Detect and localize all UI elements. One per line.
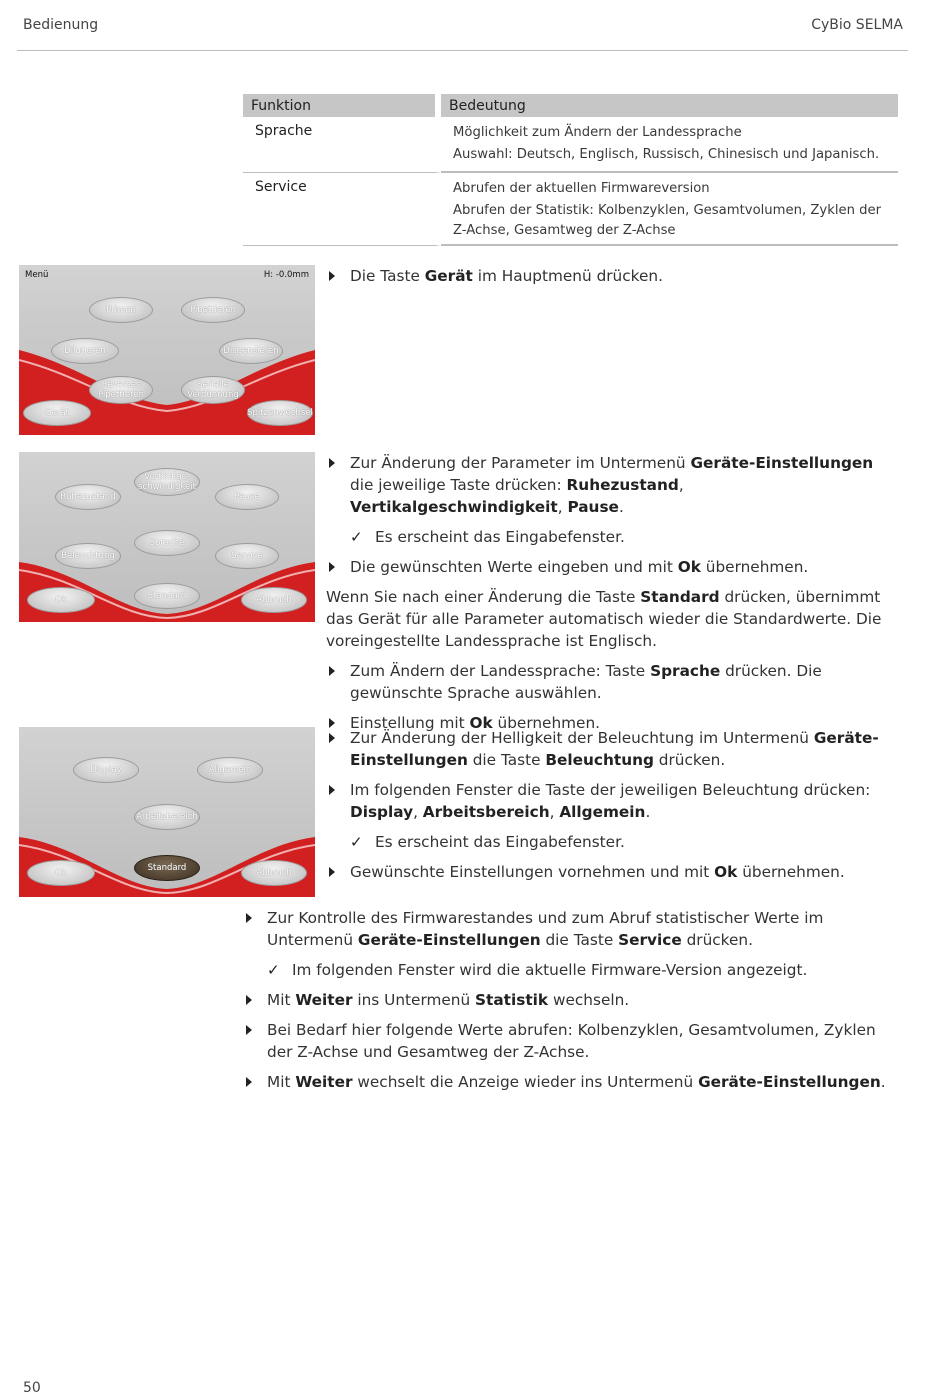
triangle-right-icon xyxy=(329,785,335,795)
standard-label: Standard xyxy=(147,863,187,873)
table-cell-meaning xyxy=(441,117,898,173)
function-table xyxy=(243,94,898,246)
ok-label: Ok xyxy=(55,595,67,605)
ok-label: Ok xyxy=(55,868,67,878)
abbruch-button[interactable] xyxy=(241,860,307,886)
triangle-right-icon xyxy=(246,1077,252,1087)
triangle-right-icon xyxy=(329,562,335,572)
height-readout: H: -0.0mm xyxy=(263,270,309,280)
triangle-right-icon xyxy=(246,1025,252,1035)
triangle-right-icon xyxy=(246,995,252,1005)
table-row xyxy=(243,173,898,246)
table-header-row xyxy=(243,94,898,117)
geraet-button[interactable] xyxy=(23,400,91,426)
allgemein-button[interactable] xyxy=(197,757,263,783)
spitzenwechsel-button[interactable] xyxy=(247,400,313,426)
instruction-result: ✓ Es erscheint das Eingabefenster. xyxy=(350,833,625,851)
serielle-verduennung-button[interactable] xyxy=(181,376,245,404)
standard-button[interactable] xyxy=(134,855,200,881)
arbeitsbereich-label: Arbeitsbereich xyxy=(136,812,198,822)
primen-button[interactable] xyxy=(89,297,153,323)
instruction-step: Zur Änderung der Parameter im Untermenü Geräte-Einstellungen die jeweilige Taste drücken: Ruhezustand, Vertikalgeschwindigkeit, Pause. xyxy=(326,452,900,518)
instructions-device-settings xyxy=(326,452,900,742)
primen-label: Primen xyxy=(106,305,136,315)
pipettieren-label: Pipettieren xyxy=(189,305,237,315)
instructions-service xyxy=(243,907,900,1101)
page-header-right: CyBio SELMA xyxy=(811,17,903,33)
beleuchtung-label: Beleuchtung xyxy=(61,551,115,561)
ok-button[interactable] xyxy=(27,860,95,886)
display-label: Display xyxy=(90,765,122,775)
instruction-step: Die gewünschten Werte eingeben und mit Ok übernehmen. xyxy=(326,556,900,578)
page-header-left: Bedienung xyxy=(23,17,99,33)
ruhezustand-button[interactable] xyxy=(55,484,121,510)
header-divider xyxy=(17,50,908,51)
meaning-line: Abrufen der aktuellen Firmwareversion xyxy=(453,181,710,196)
vertikalgeschwindigkeit-button[interactable] xyxy=(134,468,200,496)
table-cell-meaning xyxy=(441,173,898,246)
standard-label: Standard xyxy=(147,591,187,601)
table-cell-function: Service xyxy=(243,173,441,246)
abbruch-button[interactable] xyxy=(241,587,307,613)
instruction-step: Gewünschte Einstellungen vornehmen und mit Ok übernehmen. xyxy=(326,861,900,883)
arbeitsbereich-button[interactable] xyxy=(134,804,200,830)
device-settings-screenshot xyxy=(19,452,315,622)
instruction-result: ✓ Es erscheint das Eingabefenster. xyxy=(350,528,625,546)
service-label: Service xyxy=(231,551,263,561)
sprache-button[interactable] xyxy=(134,530,200,556)
instruction-step: Bei Bedarf hier folgende Werte abrufen: Kolbenzyklen, Gesamtvolumen, Zyklen der Z-Achse und Gesamtweg der Z-Achse. xyxy=(243,1019,900,1063)
instruction-step: Zur Kontrolle des Firmwarestandes und zum Abruf statistischer Werte im Untermenü Geräte-Einstellungen die Taste Service drücken. xyxy=(243,907,900,951)
beleuchtung-button[interactable] xyxy=(55,543,121,569)
menu-title: Menü xyxy=(25,270,49,280)
table-row xyxy=(243,117,898,173)
triangle-right-icon xyxy=(329,458,335,468)
info-paragraph: Wenn Sie nach einer Änderung die Taste Standard drücken, übernimmt das Gerät für alle Parameter automatisch wieder die Standardwerte. Die voreingestellte Landessprache ist Englisch. xyxy=(326,588,882,650)
instruction-step: Zum Ändern der Landessprache: Taste Sprache drücken. Die gewünschte Sprache auswählen. xyxy=(326,660,900,704)
reverses-pipettieren-button[interactable] xyxy=(89,376,153,404)
ruhezustand-label: Ruhezustand xyxy=(60,492,116,502)
sprache-label: Sprache xyxy=(149,538,185,548)
triangle-right-icon xyxy=(329,867,335,877)
instruction-step: Die Taste Gerät im Hauptmenü drücken. xyxy=(326,265,896,287)
instruction-step: Mit Weiter wechselt die Anzeige wieder ins Untermenü Geräte-Einstellungen. xyxy=(243,1071,900,1093)
lighting-screenshot xyxy=(19,727,315,897)
meaning-line: Auswahl: Deutsch, Englisch, Russisch, Chinesisch und Japanisch. xyxy=(453,147,880,162)
instructions-lighting xyxy=(326,727,900,891)
vertikal-label-2: schwindigkeit xyxy=(138,482,196,492)
display-button[interactable] xyxy=(73,757,139,783)
checkmark-icon: ✓ xyxy=(350,528,363,546)
reverses-label: Reverses xyxy=(101,380,141,390)
triangle-right-icon xyxy=(246,913,252,923)
standard-button[interactable] xyxy=(134,583,200,609)
instruction-step: Einstellung mit Ok übernehmen. xyxy=(326,712,900,734)
allgemein-label: Allgemein xyxy=(208,765,252,775)
pipettieren-button[interactable] xyxy=(181,297,245,323)
instruction-step: Zur Änderung der Helligkeit der Beleuchtung im Untermenü Geräte-Einstellungen die Taste Beleuchtung drücken. xyxy=(326,727,900,771)
table-cell-function: Sprache xyxy=(243,117,441,173)
instruction-step: Im folgenden Fenster die Taste der jeweiligen Beleuchtung drücken: Display, Arbeitsbereich, Allgemein. xyxy=(326,779,900,823)
meaning-line: Abrufen der Statistik: Kolbenzyklen, Gesamtvolumen, Zyklen der Z-Achse, Gesamtweg der Z-Achse xyxy=(453,203,882,238)
dispensieren-button[interactable] xyxy=(219,338,283,364)
column-header-funktion: Funktion xyxy=(243,94,441,117)
ok-button[interactable] xyxy=(27,587,95,613)
service-button[interactable] xyxy=(215,543,279,569)
main-menu-screenshot xyxy=(19,265,315,435)
spitzenwechsel-label: Spitzenwechsel xyxy=(247,408,313,418)
verduennung-label: Verdünnung xyxy=(187,390,239,400)
pipettieren-label-2: Pipettieren xyxy=(97,390,145,400)
checkmark-icon: ✓ xyxy=(267,961,280,979)
column-header-bedeutung: Bedeutung xyxy=(441,94,898,117)
page-number: 50 xyxy=(23,1380,41,1396)
instructions-main-menu xyxy=(326,265,896,295)
pause-label: Pause xyxy=(234,492,260,502)
abbruch-label: Abbruch xyxy=(256,595,292,605)
instruction-step: Mit Weiter ins Untermenü Statistik wechseln. xyxy=(243,989,900,1011)
abbruch-label: Abbruch xyxy=(256,868,292,878)
vertikal-label-1: Vertikalge- xyxy=(144,472,190,482)
geraet-label: Gerät xyxy=(45,408,69,418)
dilutieren-label: Dilutieren xyxy=(64,346,106,356)
serielle-label: Serielle xyxy=(197,380,229,390)
dilutieren-button[interactable] xyxy=(51,338,119,364)
meaning-line: Möglichkeit zum Ändern der Landessprache xyxy=(453,125,742,140)
checkmark-icon: ✓ xyxy=(350,833,363,851)
triangle-right-icon xyxy=(329,733,335,743)
instruction-result: ✓ Im folgenden Fenster wird die aktuelle Firmware-Version angezeigt. xyxy=(267,961,808,979)
dispensieren-label: Dispensieren xyxy=(223,346,279,356)
triangle-right-icon xyxy=(329,271,335,281)
triangle-right-icon xyxy=(329,666,335,676)
pause-button[interactable] xyxy=(215,484,279,510)
